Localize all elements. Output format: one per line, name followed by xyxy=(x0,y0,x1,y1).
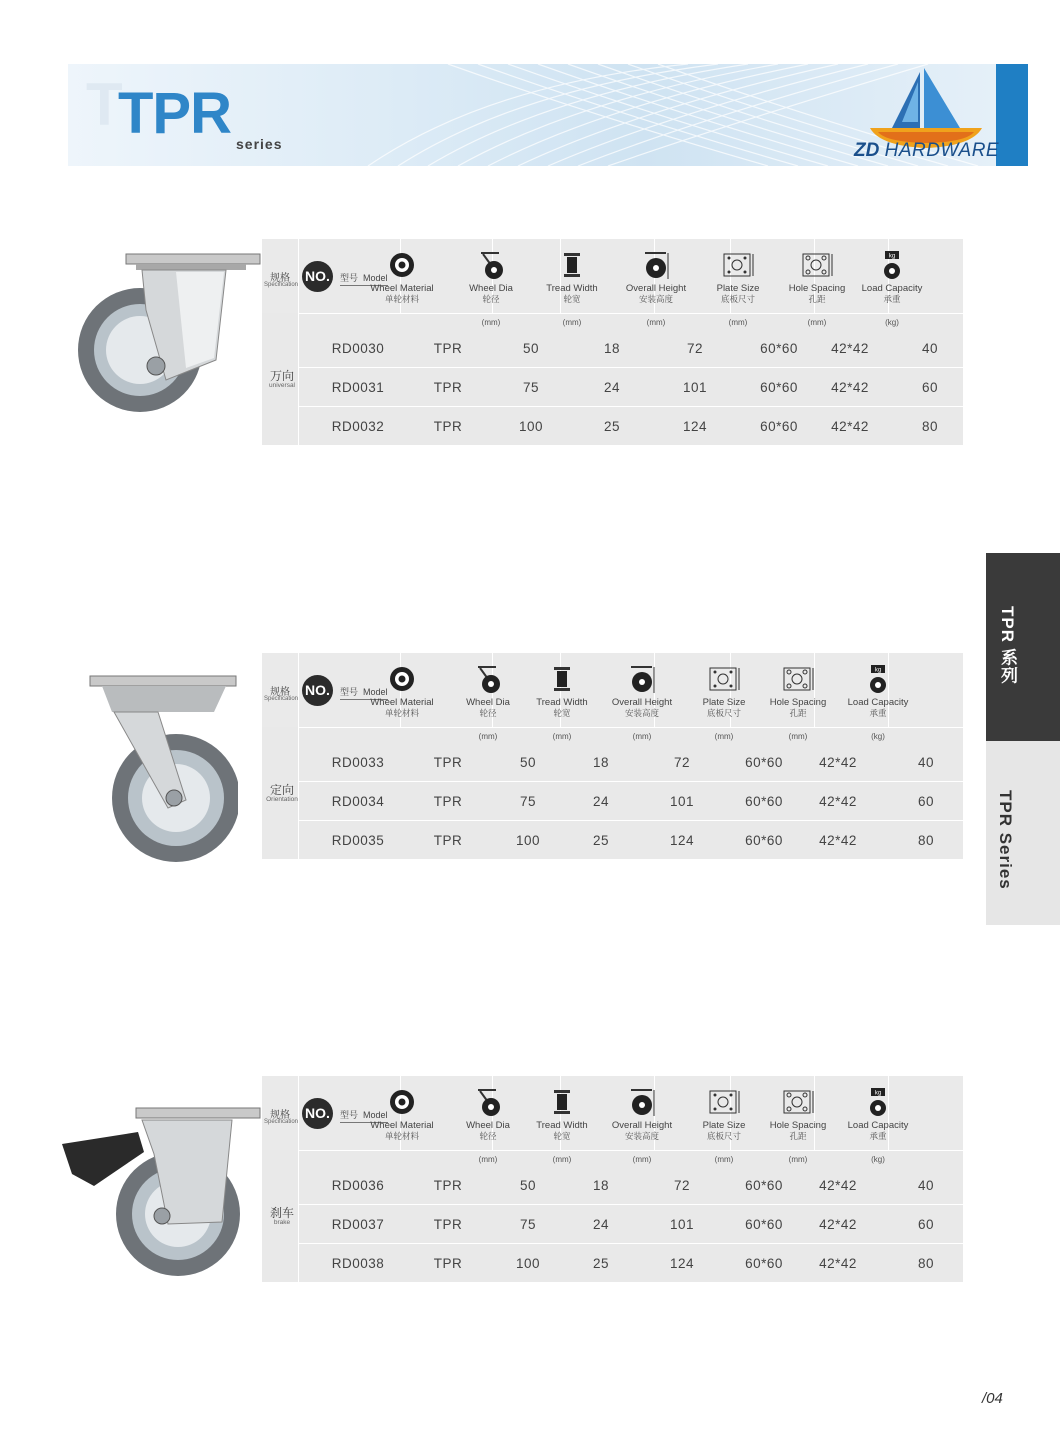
spec-label-cn: 规格 xyxy=(270,687,290,698)
column-label-en: Load Capacity xyxy=(847,1120,909,1131)
table-cell: RD0036 xyxy=(331,1178,385,1193)
column-label-en: Hole Spacing xyxy=(788,283,846,294)
table-cell: 72 xyxy=(673,755,691,770)
table-cell: 42*42 xyxy=(819,794,857,809)
load-capacity-icon xyxy=(865,665,891,700)
model-label-cn: 型号 xyxy=(340,1110,359,1120)
tread-width-icon xyxy=(551,665,573,700)
spec-column-header xyxy=(760,653,836,727)
model-label-cn: 型号 xyxy=(340,687,359,697)
page-subtitle: series xyxy=(236,136,283,152)
logo-text xyxy=(854,140,999,162)
column-label-cn: 轮径 xyxy=(479,708,497,718)
unit-label: (kg) xyxy=(871,1155,885,1164)
brake-caster-image xyxy=(58,1104,262,1280)
table-cell: 60*60 xyxy=(745,1217,783,1232)
swivel-caster-image xyxy=(76,250,262,438)
spec-column-header xyxy=(353,239,451,313)
column-label-cn: 孔距 xyxy=(789,1131,807,1141)
table-cell: 18 xyxy=(603,341,621,356)
spec-label-en: Specification xyxy=(264,282,299,288)
table-cell: 60 xyxy=(921,380,939,395)
spec-column-header xyxy=(597,1076,687,1150)
table-cell: 18 xyxy=(592,755,610,770)
unit-label: (mm) xyxy=(562,318,582,327)
spec-column-header xyxy=(522,653,602,727)
column-label-cn: 单轮材料 xyxy=(384,708,419,718)
table-cell: 60 xyxy=(917,1217,935,1232)
column-label-cn: 底板尺寸 xyxy=(720,294,755,304)
column-label-en: Load Capacity xyxy=(847,697,909,708)
column-label-cn: 底板尺寸 xyxy=(706,1131,741,1141)
table-cell: 75 xyxy=(519,794,537,809)
column-label-cn: 轮宽 xyxy=(553,708,571,718)
spec-column-header xyxy=(451,239,531,313)
table-cell: 42*42 xyxy=(819,755,857,770)
table-cell: 60*60 xyxy=(760,419,798,434)
column-label-en: Plate Size xyxy=(702,1120,746,1131)
table-cell: 42*42 xyxy=(819,1256,857,1271)
column-label-cn: 轮宽 xyxy=(563,294,581,304)
unit-label: (mm) xyxy=(632,1155,652,1164)
table-cell: TPR xyxy=(433,755,463,770)
table-row xyxy=(262,1244,963,1282)
column-label-cn: 孔距 xyxy=(789,708,807,718)
table-cell: RD0032 xyxy=(331,419,385,434)
svg-text:kg: kg xyxy=(888,253,896,260)
wheel-dia-icon xyxy=(474,665,502,700)
table-cell: 80 xyxy=(917,833,935,848)
column-label-en: Tread Width xyxy=(536,1120,588,1131)
column-label-cn: 轮径 xyxy=(482,294,500,304)
table-cell: RD0033 xyxy=(331,755,385,770)
spec-column-header xyxy=(852,239,932,313)
table-cell: 60*60 xyxy=(760,380,798,395)
column-label-en: Wheel Dia xyxy=(469,283,513,294)
hole-spacing-icon xyxy=(780,1088,816,1123)
unit-label: (kg) xyxy=(885,318,899,327)
spec-column-header xyxy=(353,653,451,727)
spec-column-header xyxy=(532,239,612,313)
table-cell: TPR xyxy=(433,419,463,434)
column-label-cn: 安装高度 xyxy=(638,294,673,304)
table-cell: TPR xyxy=(433,380,463,395)
spec-label-cn: 规格 xyxy=(270,1110,290,1121)
table-cell: 124 xyxy=(669,1256,695,1271)
caster-type-en: brake xyxy=(273,1219,291,1226)
spec-column-header xyxy=(686,653,762,727)
column-label-en: Wheel Dia xyxy=(466,697,510,708)
spec-column-header xyxy=(686,1076,762,1150)
unit-label: (mm) xyxy=(728,318,748,327)
spec-column-header xyxy=(838,1076,918,1150)
column-label-en: Plate Size xyxy=(702,697,746,708)
svg-text:kg: kg xyxy=(874,1090,882,1097)
table-cell: 24 xyxy=(592,794,610,809)
wheel-material-icon xyxy=(388,251,416,284)
unit-label: (mm) xyxy=(788,732,808,741)
table-cell: 80 xyxy=(921,419,939,434)
table-cell: TPR xyxy=(433,833,463,848)
table-cell: 100 xyxy=(518,419,544,434)
spec-column-header xyxy=(597,653,687,727)
column-label-en: Tread Width xyxy=(546,283,598,294)
table-row xyxy=(262,821,963,859)
table-cell: 42*42 xyxy=(831,419,869,434)
column-label-en: Hole Spacing xyxy=(769,1120,827,1131)
row-divider xyxy=(298,1150,963,1151)
side-tab-en: TPR Series xyxy=(996,790,1015,890)
unit-label: (mm) xyxy=(807,318,827,327)
unit-label: (kg) xyxy=(871,732,885,741)
unit-label: (mm) xyxy=(552,1155,572,1164)
caster-type-en: Orientation xyxy=(266,796,298,803)
table-cell: RD0037 xyxy=(331,1217,385,1232)
unit-label: (mm) xyxy=(632,732,652,741)
spec-table xyxy=(262,239,963,445)
spec-column-header xyxy=(522,1076,602,1150)
column-label-en: Plate Size xyxy=(716,283,760,294)
table-cell: 50 xyxy=(519,755,537,770)
side-tab-cn: TPR 系列 xyxy=(998,606,1017,685)
table-cell: 100 xyxy=(515,1256,541,1271)
column-label-cn: 轮宽 xyxy=(553,1131,571,1141)
table-cell: 25 xyxy=(592,1256,610,1271)
wheel-dia-icon xyxy=(477,251,505,286)
wheel-dia-icon xyxy=(474,1088,502,1123)
tread-width-icon xyxy=(551,1088,573,1123)
spec-column-header xyxy=(760,1076,836,1150)
table-cell: 60*60 xyxy=(745,794,783,809)
table-cell: 100 xyxy=(515,833,541,848)
table-cell: 42*42 xyxy=(819,833,857,848)
table-cell: 124 xyxy=(682,419,708,434)
overall-height-icon xyxy=(642,251,670,286)
table-row xyxy=(262,407,963,445)
unit-label: (mm) xyxy=(714,732,734,741)
model-label-en: Model xyxy=(363,1110,388,1120)
model-label-cn: 型号 xyxy=(340,273,359,283)
table-cell: 60*60 xyxy=(745,833,783,848)
table-cell: 72 xyxy=(673,1178,691,1193)
row-divider xyxy=(298,727,963,728)
model-label-en: Model xyxy=(363,687,388,697)
spec-label-en: Specification xyxy=(264,696,299,702)
table-cell: 101 xyxy=(669,1217,695,1232)
column-label-en: Hole Spacing xyxy=(769,697,827,708)
caster-type-cn: 万向 xyxy=(269,369,294,383)
table-cell: 72 xyxy=(686,341,704,356)
plate-size-icon xyxy=(706,665,742,700)
load-capacity-icon xyxy=(865,1088,891,1123)
column-label-cn: 安装高度 xyxy=(624,1131,659,1141)
column-label-en: Overall Height xyxy=(611,697,673,708)
table-cell: 42*42 xyxy=(819,1178,857,1193)
tread-width-icon xyxy=(561,251,583,286)
column-label-cn: 单轮材料 xyxy=(384,294,419,304)
hole-spacing-icon xyxy=(780,665,816,700)
column-label-cn: 底板尺寸 xyxy=(706,708,741,718)
table-cell: 75 xyxy=(522,380,540,395)
table-row xyxy=(262,782,963,820)
table-cell: RD0035 xyxy=(331,833,385,848)
unit-label: (mm) xyxy=(478,1155,498,1164)
caster-type-en: universal xyxy=(268,382,295,389)
spec-label-en: Specification xyxy=(264,1119,299,1125)
plate-size-icon xyxy=(706,1088,742,1123)
column-label-en: Overall Height xyxy=(625,283,687,294)
table-cell: 42*42 xyxy=(819,1217,857,1232)
table-cell: 25 xyxy=(592,833,610,848)
caster-type-cn: 定向 xyxy=(269,783,294,797)
logo-word: HARDWARE xyxy=(884,140,1000,161)
table-cell: 40 xyxy=(917,1178,935,1193)
banner-blue-edge xyxy=(996,64,1028,166)
table-row xyxy=(262,1205,963,1243)
no-badge: NO. xyxy=(302,1098,333,1129)
table-cell: TPR xyxy=(433,794,463,809)
column-label-en: Wheel Material xyxy=(370,1120,434,1131)
spec-column-header xyxy=(448,653,528,727)
table-cell: 60 xyxy=(917,794,935,809)
table-row xyxy=(262,329,963,367)
column-label-cn: 承重 xyxy=(869,1131,887,1141)
spec-column-header xyxy=(448,1076,528,1150)
overall-height-icon xyxy=(628,1088,656,1123)
column-label-en: Wheel Material xyxy=(370,283,434,294)
column-divider xyxy=(298,653,299,727)
column-divider xyxy=(298,239,299,313)
plate-size-icon xyxy=(720,251,756,286)
column-label-en: Tread Width xyxy=(536,697,588,708)
table-cell: TPR xyxy=(433,341,463,356)
page-title: TPR xyxy=(118,81,231,146)
unit-label: (mm) xyxy=(478,732,498,741)
table-cell: RD0038 xyxy=(331,1256,385,1271)
column-label-en: Wheel Dia xyxy=(466,1120,510,1131)
column-label-en: Overall Height xyxy=(611,1120,673,1131)
column-label-cn: 安装高度 xyxy=(624,708,659,718)
spec-column-header xyxy=(838,653,918,727)
spec-column-header xyxy=(611,239,701,313)
spec-column-header xyxy=(700,239,776,313)
table-cell: 40 xyxy=(917,755,935,770)
table-cell: TPR xyxy=(433,1217,463,1232)
table-cell: 42*42 xyxy=(831,380,869,395)
table-cell: 42*42 xyxy=(831,341,869,356)
table-cell: 25 xyxy=(603,419,621,434)
unit-label: (mm) xyxy=(552,732,572,741)
spec-column-header xyxy=(779,239,855,313)
table-cell: 60*60 xyxy=(745,1256,783,1271)
load-capacity-icon xyxy=(879,251,905,286)
unit-label: (mm) xyxy=(714,1155,734,1164)
table-cell: 60*60 xyxy=(745,755,783,770)
spec-label-cn: 规格 xyxy=(270,273,290,284)
hole-spacing-icon xyxy=(799,251,835,286)
table-row xyxy=(262,743,963,781)
column-label-cn: 孔距 xyxy=(808,294,826,304)
table-cell: TPR xyxy=(433,1178,463,1193)
table-cell: 24 xyxy=(603,380,621,395)
column-label-en: Load Capacity xyxy=(861,283,923,294)
column-label-cn: 单轮材料 xyxy=(384,1131,419,1141)
overall-height-icon xyxy=(628,665,656,700)
model-label-en: Model xyxy=(363,273,388,283)
fixed-caster-image xyxy=(88,672,238,868)
table-cell: 80 xyxy=(917,1256,935,1271)
wheel-material-icon xyxy=(388,1088,416,1121)
column-divider xyxy=(298,1076,299,1150)
table-cell: 101 xyxy=(669,794,695,809)
spec-table xyxy=(262,653,963,859)
page-number: /04 xyxy=(982,1390,1003,1407)
table-row xyxy=(262,1166,963,1204)
spec-table xyxy=(262,1076,963,1282)
table-cell: RD0034 xyxy=(331,794,385,809)
table-cell: TPR xyxy=(433,1256,463,1271)
table-cell: 60*60 xyxy=(745,1178,783,1193)
table-cell: 24 xyxy=(592,1217,610,1232)
unit-label: (mm) xyxy=(646,318,666,327)
svg-text:kg: kg xyxy=(874,667,882,674)
logo-brand: ZD xyxy=(854,140,880,161)
table-cell: RD0031 xyxy=(331,380,385,395)
table-cell: 124 xyxy=(669,833,695,848)
column-label-en: Wheel Material xyxy=(370,697,434,708)
title-ghost-letter: T xyxy=(86,71,121,138)
row-divider xyxy=(298,313,963,314)
caster-type-cn: 刹车 xyxy=(269,1206,294,1220)
table-cell: 50 xyxy=(522,341,540,356)
column-label-cn: 承重 xyxy=(869,708,887,718)
unit-label: (mm) xyxy=(788,1155,808,1164)
unit-label: (mm) xyxy=(481,318,501,327)
table-row xyxy=(262,368,963,406)
table-cell: 60*60 xyxy=(760,341,798,356)
wheel-material-icon xyxy=(388,665,416,698)
no-badge: NO. xyxy=(302,675,333,706)
table-cell: 18 xyxy=(592,1178,610,1193)
column-label-cn: 轮径 xyxy=(479,1131,497,1141)
table-cell: RD0030 xyxy=(331,341,385,356)
no-badge: NO. xyxy=(302,261,333,292)
table-cell: 75 xyxy=(519,1217,537,1232)
column-label-cn: 承重 xyxy=(883,294,901,304)
table-cell: 50 xyxy=(519,1178,537,1193)
table-cell: 101 xyxy=(682,380,708,395)
spec-column-header xyxy=(353,1076,451,1150)
table-cell: 40 xyxy=(921,341,939,356)
